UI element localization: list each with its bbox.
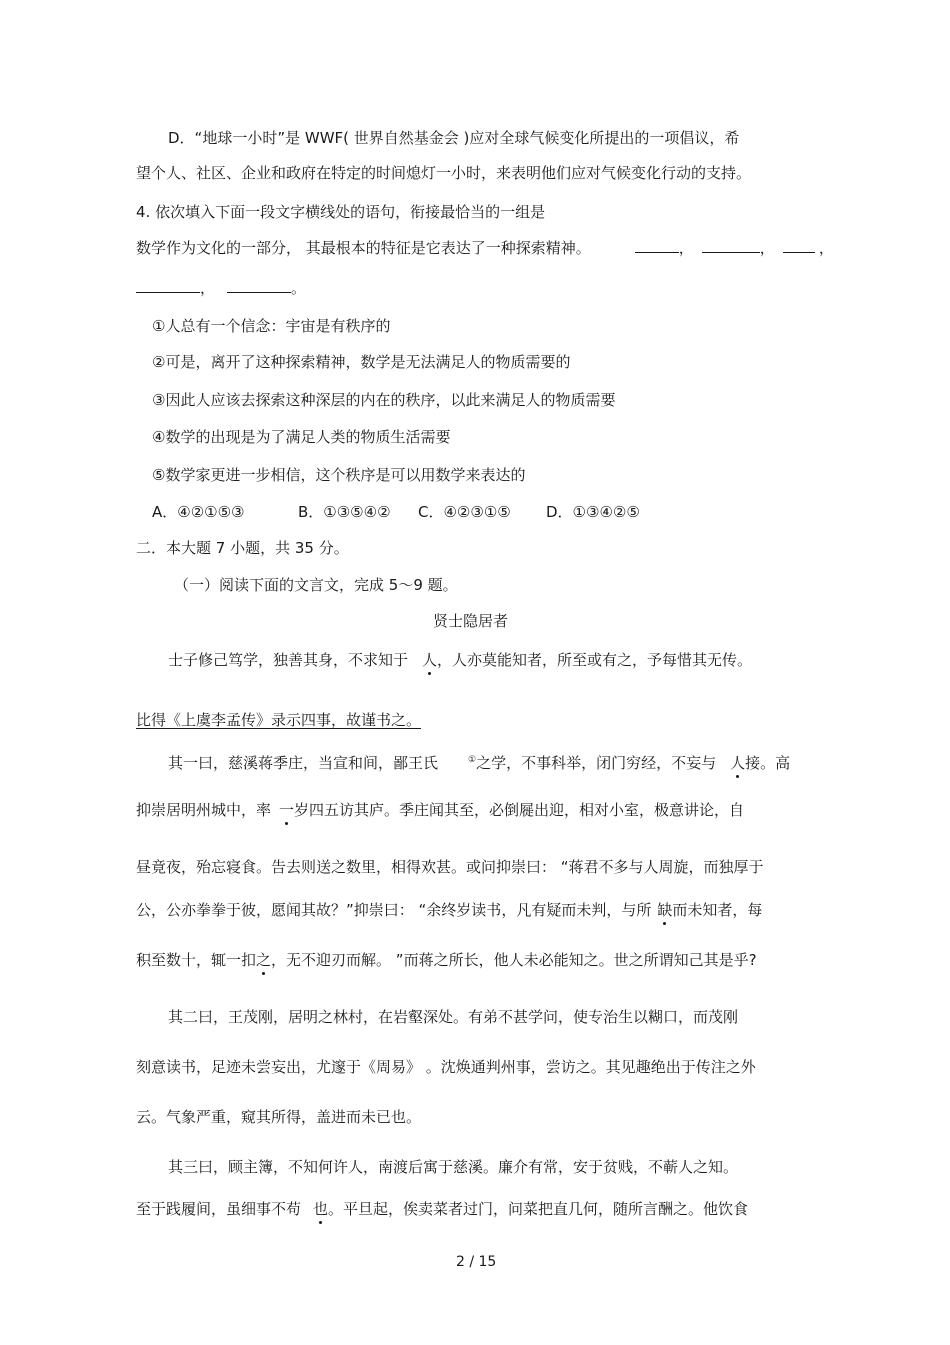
question-4-passage-text: 数学作为文化的一部分， 其最根本的特征是它表达了一种探索精神。 (136, 239, 591, 257)
paragraph-2-line-2 (136, 800, 744, 820)
dotted-character: 缺 (657, 901, 673, 919)
paragraph-2-line-1 (168, 750, 790, 773)
paragraph-3-line-1: 其二曰，王茂刚，居明之林村，在岩壑深处。有弟不甚学问，使专治生以糊口，而茂刚 (168, 1008, 739, 1026)
comma: ， (818, 239, 834, 257)
choice-b: B．①③⑤④② (298, 503, 391, 521)
comma: ， (200, 279, 216, 297)
question-4-stem: 4. 依次填入下面一段文字横线处的语句，衔接最恰当的一组是 (136, 203, 546, 221)
blank-2 (702, 238, 760, 253)
blank-5 (227, 278, 291, 293)
statement-1: ①人总有一个信念：宇宙是有秩序的 (152, 317, 391, 335)
footnote-marker: ① (468, 755, 477, 765)
statement-2: ②可是，离开了这种探索精神，数学是无法满足人的物质需要的 (152, 353, 571, 371)
text-span: 接。高 (745, 754, 791, 772)
statement-3: ③因此人应该去探索这种深层的内在的秩序，以此来满足人的物质需要 (152, 391, 616, 409)
option-d-line-2: 望个人、社区、企业和政府在特定的时间熄灯一小时，来表明他们应对气候变化行动的支持。 (136, 164, 752, 182)
text-span: ，无不迎刃而解。 ”而蒋之所长，他人未必能知之。世之所谓知己其是乎? (271, 951, 757, 969)
question-4-passage-line-1 (136, 238, 834, 258)
paragraph-1-underlined-line: 比得《上虞李孟传》录示四事，故谨书之。 (136, 711, 422, 729)
paragraph-2-line-5 (136, 950, 757, 970)
dotted-character: 人 (422, 651, 438, 669)
paragraph-2-line-3: 昼竟夜，殆忘寝食。告去则送之数里，相得欢甚。或问抑崇曰： “蒋君不多与人周旋，而独厚于 (136, 858, 764, 876)
choice-a: A．④②①⑤③ (152, 503, 245, 521)
comma: ， (759, 239, 775, 257)
text-span: 公，公亦拳拳于彼，愿闻其故？”抑崇曰： “余终岁读书，凡有疑而未判，与所 (136, 901, 652, 919)
reading-instruction: （一）阅读下面的文言文，完成 5～9 题。 (174, 576, 458, 594)
text-span: 其一曰，慈溪蒋季庄，当宣和间，鄙王氏 (168, 754, 439, 772)
text-span: 至于践履间，虽细事不苟 (136, 1200, 302, 1218)
text-span: 抑崇居明州城中，率 (136, 801, 272, 819)
passage-title: 贤士隐居者 (433, 612, 509, 630)
blank-3 (783, 238, 815, 253)
text-span: 之学，不事科举，闭门穷经，不妄与 (476, 754, 717, 772)
dotted-character: 也 (313, 1200, 329, 1218)
comma: ， (678, 239, 694, 257)
text-span: 而未知者，每 (672, 901, 763, 919)
blank-4 (136, 278, 200, 293)
page-number: 2 / 15 (456, 1254, 497, 1270)
text-span: 士子修己笃学，独善其身，不求知于 (168, 651, 409, 669)
option-d-line-1: D．“地球一小时”是 WWF( 世界自然基金会 )应对全球气候变化所提出的一项倡议，希 (168, 129, 740, 147)
choice-d: D．①③④②⑤ (546, 503, 640, 521)
section-2-heading: 二．本大题 7 小题，共 35 分。 (136, 539, 349, 557)
text-span: 积至数十，辄一扣 (136, 951, 257, 969)
statement-5: ⑤数学家更进一步相信，这个秩序是可以用数学来表达的 (152, 466, 526, 484)
statement-4: ④数学的出现是为了满足人类的物质生活需要 (152, 428, 451, 446)
paragraph-3-line-3: 云。气象严重，窥其所得，盖进而未已也。 (136, 1108, 422, 1126)
paragraph-3-line-2: 刻意读书，足迹未尝妄出，尤邃于《周易》 。沈焕通判州事，尝访之。其见趣绝出于传注之外 (136, 1058, 756, 1076)
dotted-character: 人 (730, 754, 746, 772)
blank-1 (635, 238, 679, 253)
paragraph-4-line-1: 其三曰，顾主簿，不知何许人，南渡后寓于慈溪。廉介有常，安于贫贱，不蕲人之知。 (168, 1158, 739, 1176)
paragraph-1-line-1 (168, 650, 752, 670)
dotted-character: 一 (279, 801, 295, 819)
paragraph-4-line-2 (136, 1199, 748, 1219)
text-span: ，人亦莫能知者，所至或有之，予每惜其无传。 (437, 651, 753, 669)
dotted-character: 之 (256, 951, 272, 969)
period: 。 (291, 279, 307, 297)
choice-c: C．④②③①⑤ (418, 503, 511, 521)
text-span: 岁四五访其庐。季庄闻其至，必倒屣出迎，相对小室，极意讲论，自 (294, 801, 745, 819)
paragraph-2-line-4 (136, 900, 762, 920)
text-span: 。平旦起，俟卖菜者过门，问菜把直几何，随所言酬之。他饮食 (328, 1200, 749, 1218)
question-4-passage-line-2 (136, 278, 306, 298)
